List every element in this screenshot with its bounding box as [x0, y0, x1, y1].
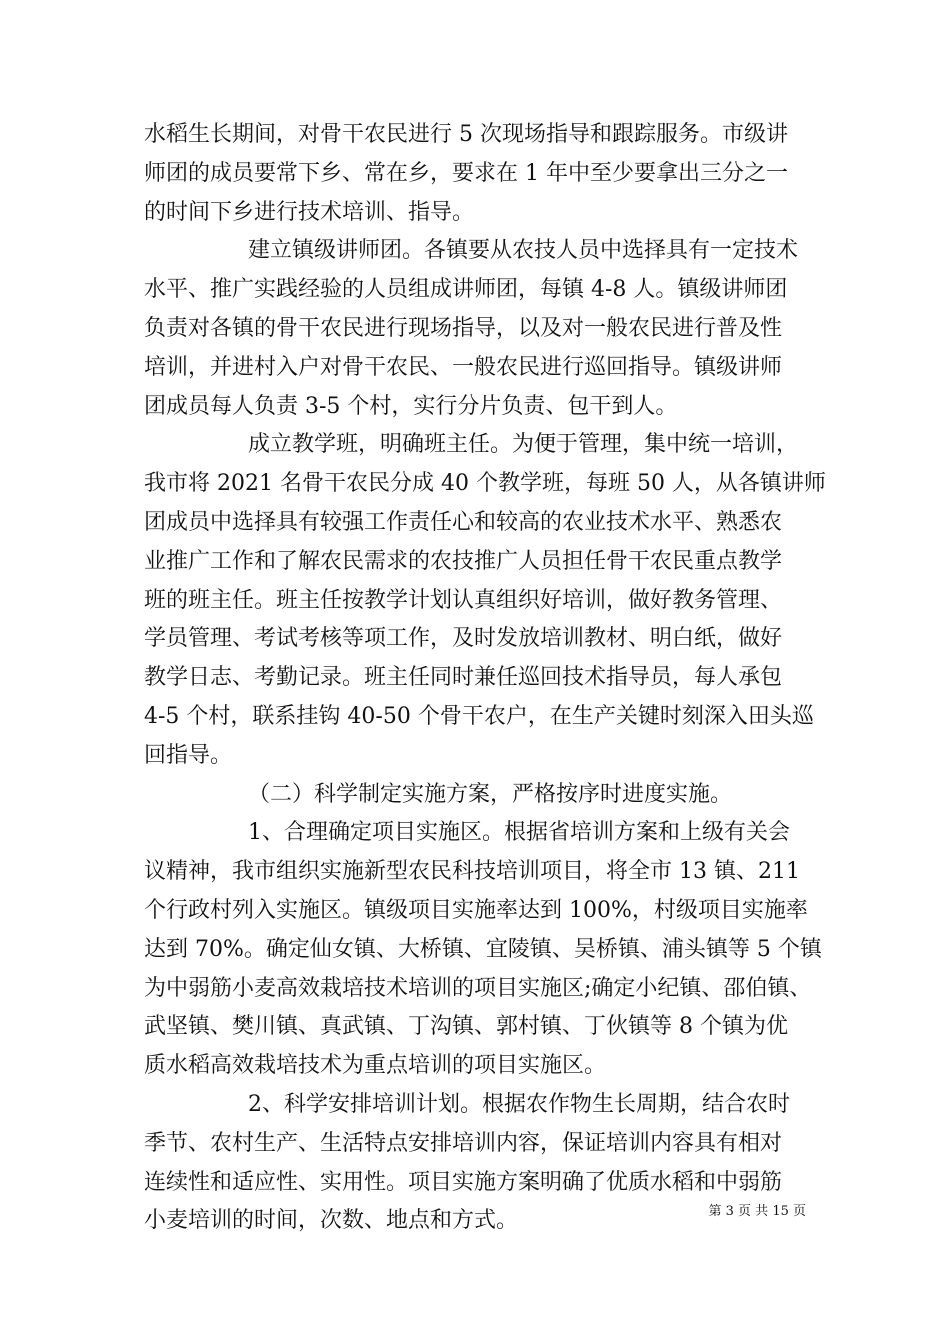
text-line: 班的班主任。班主任按教学计划认真组织好培训，做好教务管理、: [144, 587, 783, 613]
text-line: 建立镇级讲师团。各镇要从农技人员中选择具有一定技术: [248, 238, 799, 264]
text-line: 2、科学安排培训计划。根据农作物生长周期，结合农时: [248, 1091, 790, 1117]
text-line: 成立教学班，明确班主任。为便于管理，集中统一培训，: [248, 432, 799, 458]
text-line: 水平、推广实践经验的人员组成讲师团，每镇 4-8 人。镇级讲师团: [144, 277, 788, 303]
text-line: 为中弱筋小麦高效栽培技术培训的项目实施区;确定小纪镇、邵伯镇、: [144, 975, 812, 1001]
text-line: 业推广工作和了解农民需求的农技推广人员担任骨干农民重点教学: [144, 548, 783, 574]
text-line: 个行政村列入实施区。镇级项目实施率达到 100%，村级项目实施率: [144, 897, 808, 923]
text-line: 季节、农村生产、生活特点安排培训内容，保证培训内容具有相对: [144, 1130, 783, 1156]
text-line: 团成员中选择具有较强工作责任心和较高的农业技术水平、熟悉农: [144, 509, 783, 535]
text-line: 小麦培训的时间，次数、地点和方式。: [144, 1208, 519, 1234]
text-line: 学员管理、考试考核等项工作，及时发放培训教材、明白纸，做好: [144, 626, 783, 652]
text-line: 质水稻高效栽培技术为重点培训的项目实施区。: [144, 1053, 607, 1079]
text-line: 负责对各镇的骨干农民进行现场指导，以及对一般农民进行普及性: [144, 315, 783, 341]
document-body: [144, 116, 824, 1241]
text-line: 武坚镇、樊川镇、真武镇、丁沟镇、郭村镇、丁伙镇等 8 个镇为优: [144, 1014, 788, 1040]
text-line: 水稻生长期间，对骨干农民进行 5 次现场指导和跟踪服务。市级讲: [144, 122, 788, 147]
text-line: 连续性和适应性、实用性。项目实施方案明确了优质水稻和中弱筋: [144, 1169, 783, 1195]
page-number: 第 3 页 共 15 页: [708, 1204, 806, 1219]
text-line: 团成员每人负责 3-5 个村，实行分片负责、包干到人。: [144, 393, 678, 419]
text-line: 培训，并进村入户对骨干农民、一般农民进行巡回指导。镇级讲师: [144, 354, 783, 380]
text-line: 师团的成员要常下乡、常在乡，要求在 1 年中至少要拿出三分之一: [144, 160, 788, 186]
text-line: 达到 70%。确定仙女镇、大桥镇、宜陵镇、吴桥镇、浦头镇等 5 个镇: [144, 936, 822, 962]
text-line: （二）科学制定实施方案，严格按序时进度实施。: [248, 781, 733, 807]
text-line: 我市将 2021 名骨干农民分成 40 个教学班，每班 50 人，从各镇讲师: [144, 471, 826, 497]
text-line: 回指导。: [144, 742, 233, 768]
text-line: 教学日志、考勤记录。班主任同时兼任巡回技术指导员，每人承包: [144, 665, 783, 691]
text-line: 4-5 个村，联系挂钩 40-50 个骨干农户，在生产关键时刻深入田头巡: [144, 703, 814, 729]
text-line: 议精神，我市组织实施新型农民科技培训项目，将全市 13 镇、211: [144, 859, 800, 885]
text-line: 1、合理确定项目实施区。根据省培训方案和上级有关会: [248, 820, 790, 846]
text-line: 的时间下乡进行技术培训、指导。: [144, 199, 475, 225]
